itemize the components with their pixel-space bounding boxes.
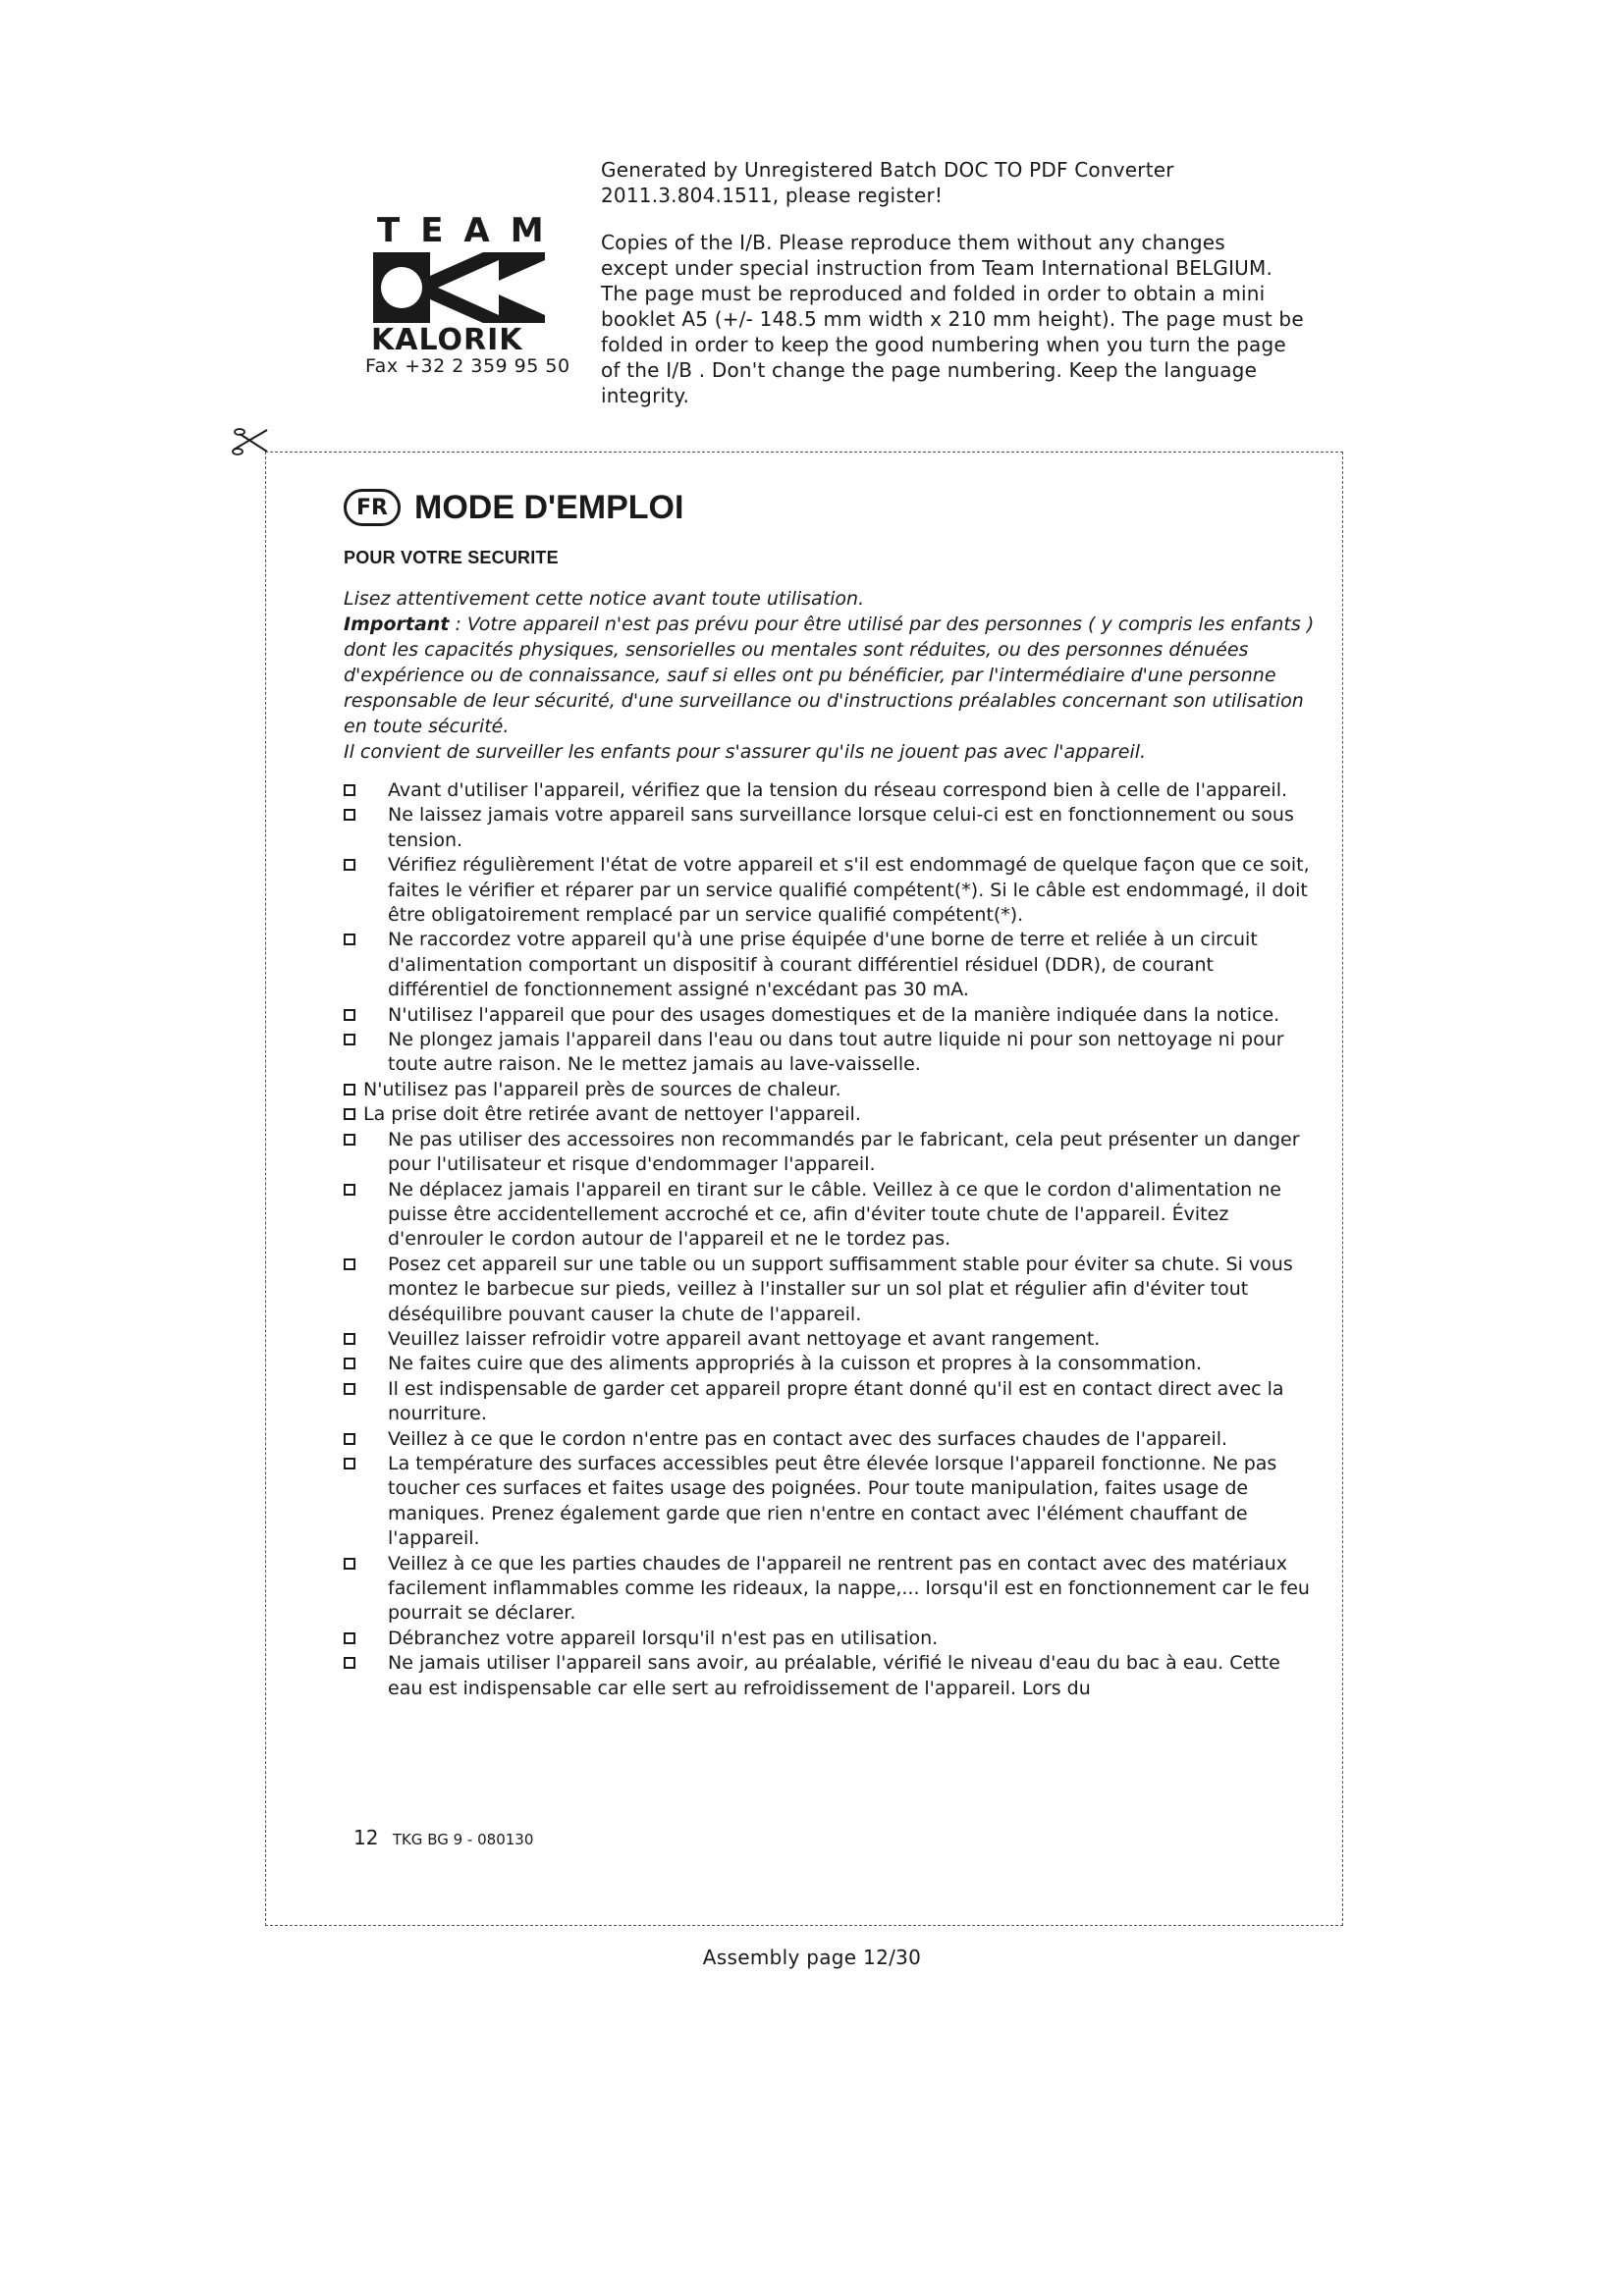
- checkbox-icon: [344, 1084, 355, 1095]
- checkbox-icon: [344, 1184, 355, 1196]
- instruction-line: booklet A5 (+/- 148.5 mm width x 210 mm height). The page must be: [601, 307, 1304, 331]
- checkbox-icon: [344, 1458, 355, 1469]
- list-item: Posez cet appareil sur une table ou un support suffisamment stable pour éviter sa chute. Si vous montez le barbecue sur pieds, veillez à l'installer sur un sol plat et régulier afin d'éviter tout déséquilibre pouvant causer la chute de l'appareil.: [344, 1253, 1316, 1327]
- intro-line: Lisez attentivement cette notice avant toute utilisation.: [344, 588, 865, 610]
- safety-list: [344, 778, 1316, 1701]
- generated-line-1: Generated by Unregistered Batch DOC TO PDF Converter: [601, 158, 1174, 182]
- list-item: Veillez à ce que le cordon n'entre pas en contact avec des surfaces chaudes de l'appareil.: [344, 1427, 1316, 1452]
- list-item: Il est indispensable de garder cet appareil propre étant donné qu'il est en contact direct avec la nourriture.: [344, 1377, 1316, 1427]
- instruction-line: The page must be reproduced and folded in order to obtain a mini: [601, 282, 1266, 305]
- language-badge: FR: [344, 489, 401, 526]
- list-item: Vérifiez régulièrement l'état de votre appareil et s'il est endommagé de quelque façon que ce soit, faites le vérifier et réparer par un service qualifié compétent(*). Si le câble est endommagé, il doit être obligatoirement remplacé par un service qualifié compétent(*).: [344, 853, 1316, 928]
- team-kalorik-logo: [363, 211, 565, 358]
- list-item: N'utilisez l'appareil que pour des usages domestiques et de la manière indiquée dans la notice.: [344, 1003, 1316, 1028]
- list-item: Ne plongez jamais l'appareil dans l'eau ou dans tout autre liquide ni pour son nettoyage ni pour toute autre raison. Ne le mettez jamais au lave-vaisselle.: [344, 1028, 1316, 1078]
- intro-line: Il convient de surveiller les enfants pour s'assurer qu'ils ne jouent pas avec l'appareil.: [344, 741, 1147, 763]
- list-item: La température des surfaces accessibles peut être élevée lorsque l'appareil fonctionne. Ne pas toucher ces surfaces et faites usage des poignées. Pour toute manipulation, faites usage de maniques. Prenez également garde que rien n'entre en contact avec l'élément chauffant de l'appareil.: [344, 1452, 1316, 1552]
- list-item: Veuillez laisser refroidir votre appareil avant nettoyage et avant rangement.: [344, 1327, 1316, 1352]
- list-item: Ne faites cuire que des aliments appropriés à la cuisson et propres à la consommation.: [344, 1352, 1316, 1376]
- logo-team-text: TEAM: [377, 211, 565, 250]
- generated-line-2: 2011.3.804.1511, please register!: [601, 184, 944, 207]
- page-title: MODE D'EMPLOI: [414, 488, 684, 526]
- list-item: Ne raccordez votre appareil qu'à une prise équipée d'une borne de terre et reliée à un circuit d'alimentation comportant un dispositif à courant différentiel résiduel (DDR), de courant différentiel de fonctionnement assigné n'excédant pas 30 mA.: [344, 928, 1316, 1002]
- page-footer: [353, 1826, 533, 1849]
- checkbox-icon: [344, 1358, 355, 1369]
- important-notice: [344, 612, 1316, 739]
- assembly-page-label: Assembly page 12/30: [702, 1946, 922, 1969]
- list-item: N'utilisez pas l'appareil près de sources de chaleur.: [344, 1078, 1316, 1102]
- checkbox-icon: [344, 1433, 355, 1445]
- list-item: Veillez à ce que les parties chaudes de l'appareil ne rentrent pas en contact avec des matériaux facilement inflammables comme les rideaux, la nappe,... lorsqu'il est en fonctionnement car le feu pourrait se déclarer.: [344, 1552, 1316, 1627]
- fax-number: Fax +32 2 359 95 50: [365, 355, 570, 377]
- checkbox-icon: [344, 1333, 355, 1345]
- intro-paragraph: [344, 586, 1316, 765]
- list-item: Ne laissez jamais votre appareil sans surveillance lorsque celui-ci est en fonctionnement ou sous tension.: [344, 803, 1316, 853]
- instruction-line: except under special instruction from Team International BELGIUM.: [601, 256, 1273, 280]
- instruction-line: folded in order to keep the good numbering when you turn the page: [601, 333, 1286, 356]
- list-item: La prise doit être retirée avant de nettoyer l'appareil.: [344, 1102, 1316, 1127]
- page-number: 12: [353, 1826, 379, 1849]
- list-item: Ne déplacez jamais l'appareil en tirant sur le câble. Veillez à ce que le cordon d'alimentation ne puisse être accidentellement accroché et ce, afin d'éviter toute chute de l'appareil. Évitez d'enrouler le cordon autour de l'appareil et ne le tordez pas.: [344, 1178, 1316, 1253]
- checkbox-icon: [344, 859, 355, 871]
- checkbox-icon: [344, 1258, 355, 1270]
- section-heading: POUR VOTRE SECURITE: [344, 548, 559, 567]
- document-reference: TKG BG 9 - 080130: [392, 1831, 534, 1848]
- checkbox-icon: [344, 934, 355, 945]
- list-item: Ne pas utiliser des accessoires non recommandés par le fabricant, cela peut présenter un danger pour l'utilisateur et risque d'endommager l'appareil.: [344, 1128, 1316, 1178]
- checkbox-icon: [344, 1034, 355, 1045]
- list-item: Avant d'utiliser l'appareil, vérifiez que la tension du réseau correspond bien à celle de l'appareil.: [344, 778, 1316, 803]
- checkbox-icon: [344, 1108, 355, 1120]
- booklet-page: [344, 481, 1316, 1701]
- checkbox-icon: [344, 1632, 355, 1644]
- converter-notice: [601, 157, 1308, 408]
- title-row: [344, 481, 1316, 534]
- instruction-line: Copies of the I/B. Please reproduce them without any changes: [601, 231, 1225, 254]
- list-item: Débranchez votre appareil lorsqu'il n'est pas en utilisation.: [344, 1627, 1316, 1651]
- checkbox-icon: [344, 784, 355, 796]
- instruction-line: integrity.: [601, 384, 690, 407]
- logo-brand-text: KALORIK: [371, 323, 523, 357]
- checkbox-icon: [344, 809, 355, 821]
- checkbox-icon: [344, 1657, 355, 1669]
- list-item: Ne jamais utiliser l'appareil sans avoir, au préalable, vérifié le niveau d'eau du bac à eau. Cette eau est indispensable car elle sert au refroidissement de l'appareil. Lors du: [344, 1651, 1316, 1701]
- logo-mark-icon: [373, 252, 545, 323]
- instruction-line: of the I/B . Don't change the page numbering. Keep the language: [601, 358, 1258, 382]
- checkbox-icon: [344, 1009, 355, 1021]
- checkbox-icon: [344, 1134, 355, 1146]
- checkbox-icon: [344, 1383, 355, 1395]
- important-text: : Votre appareil n'est pas prévu pour être utilisé par des personnes ( y compris les enfants ) dont les capacités physiques, sensorielles ou mentales sont réduites, ou des personnes dénuées d'expérience ou de connaissance, sauf si elles ont pu bénéficier, par l'intermédiaire d'une personne responsable de leur sécurité, d'une surveillance ou d'instructions préalables concernant son utilisation en toute sécurité.: [344, 614, 1315, 737]
- important-label: Important: [344, 614, 450, 635]
- checkbox-icon: [344, 1558, 355, 1570]
